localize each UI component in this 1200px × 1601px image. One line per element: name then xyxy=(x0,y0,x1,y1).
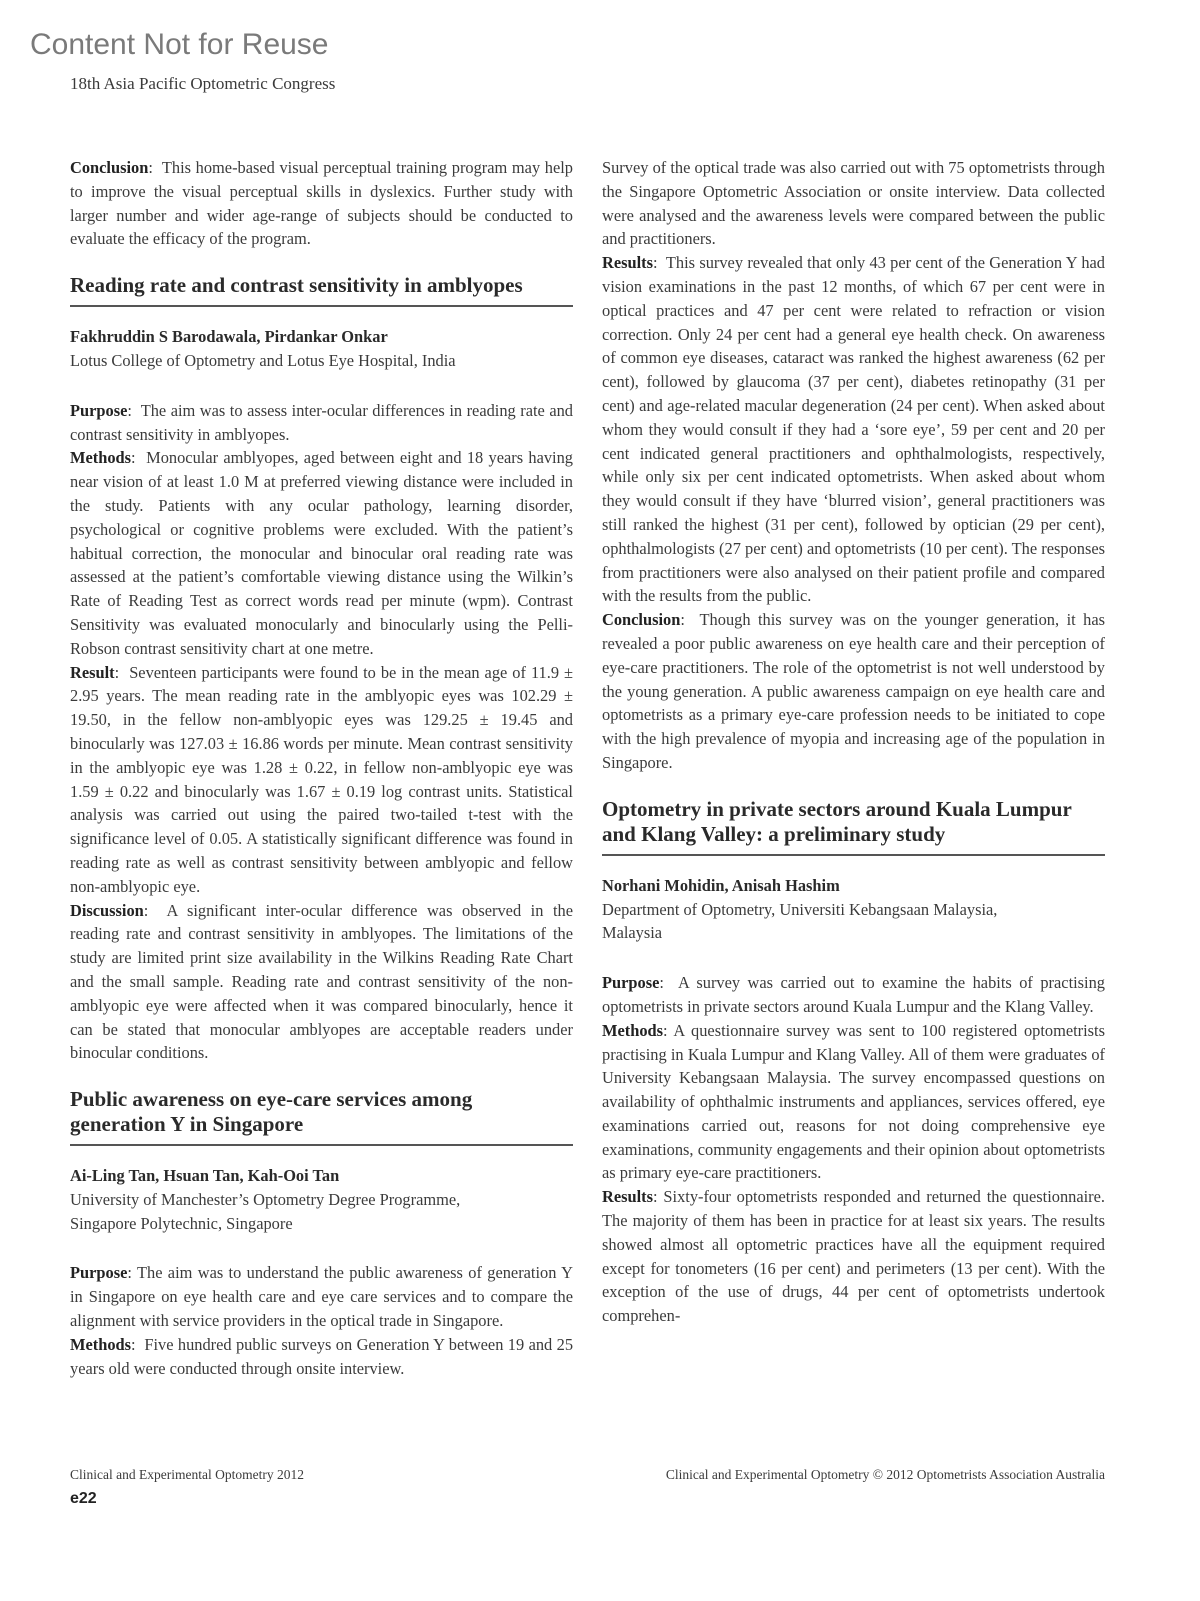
methods-continuation: Survey of the optical trade was also carried out with 75 optometrists through the Singapore Optometric Association or onsite interview. Data collected were analysed and the awareness levels were compared between the public and practitioners. xyxy=(602,158,1105,249)
purpose-paragraph: Purpose: A survey was carried out to examine the habits of practising optometrists in private sectors around Kuala Lumpur and the Klang Valley. xyxy=(602,973,1105,1016)
methods-paragraph: Methods: Monocular amblyopes, aged between eight and 18 years having near vision of at least 1.0 M at preferred viewing distance were included in the study. Patients with any ocular pathology, learning disorder, psychological or cognitive problems were excluded. With the patient’s habitual correction, the monocular and binocular oral reading rate was assessed at the patient’s comfortable viewing distance using the Wilkin’s Rate of Reading Test as correct words read per minute (wpm). Contrast Sensitivity was evaluated monocularly and binocularly using the Pelli-Robson contrast sensitivity chart at one metre. xyxy=(70,448,573,658)
article-authors: Ai-Ling Tan, Hsuan Tan, Kah-Ooi Tan xyxy=(70,1166,340,1186)
result-paragraph: Result: Seventeen participants were found to be in the mean age of 11.9 ± 2.95 years. The mean reading rate in the amblyopic eyes was 102.29 ± 19.50, in the fellow non-amblyopic eyes was 129.25 ± 19.45 and binocularly was 127.03 ± 16.86 words per minute. Mean contrast sensitivity in the amblyopic eye was 1.28 ± 0.22, in fellow non-amblyopic eye was 1.59 ± 0.22 and binocularly was 1.67 ± 0.19 log contrast units. Statistical analysis was carried out using the paired two-tailed t-test with the significance level of 0.05. A statistically significant difference was found in reading rate as well as contrast sensitivity between amblyopic and fellow non-amblyopic eye. xyxy=(70,662,574,896)
article-title: Public awareness on eye-care services among generation Y in Singapore xyxy=(70,1087,573,1146)
purpose-paragraph: Purpose: The aim was to understand the public awareness of generation Y in Singapore on eye health care and eye care services and to compare the alignment with service providers in the optical trade in Singapore. xyxy=(70,1263,574,1331)
left-column xyxy=(70,156,573,1380)
purpose-paragraph: Purpose: The aim was to assess inter-ocular differences in reading rate and contrast sensitivity in amblyopes. xyxy=(70,400,574,444)
results-paragraph: Results: This survey revealed that only 43 per cent of the Generation Y had vision examinations in the past 12 months, of which 67 per cent were in optical practices and 47 per cent were related to refraction or vision correction. Only 24 per cent had a general eye health check. On awareness of common eye diseases, cataract was ranked the highest awareness (62 per cent), followed by glaucoma (37 per cent), diabetes retinopathy (31 per cent) and age-related macular degeneration (24 per cent). When asked about whom they would consult if they had a ‘sore eye’, 59 per cent and 20 per cent indicated general practitioners and ophthalmologists, respectively, while only six per cent indicated optometrists. When asked about whom they would consult if they have ‘blurred vision’, general practitioners was still ranked the highest (31 per cent), followed by optician (29 per cent), ophthalmologists (27 per cent) and optometrists (10 per cent). The responses from practitioners were also analysed on their patient profile and compared with the results from the public. xyxy=(602,253,1106,606)
running-head: 18th Asia Pacific Optometric Congress xyxy=(70,74,336,93)
article-affiliation: Lotus College of Optometry and Lotus Eye Hospital, India xyxy=(70,350,456,370)
watermark: Content Not for Reuse xyxy=(30,28,329,61)
article-authors: Fakhruddin S Barodawala, Pirdankar Onkar xyxy=(70,327,388,347)
discussion-paragraph: Discussion: A significant inter-ocular difference was observed in the reading rate and contrast sensitivity in amblyopes. The limitations of the study are limited print size availability in the Wilkins Reading Rate Chart and the small sample. Reading rate and contrast sensitivity of the non-amblyopic eye were affected when it was compared binocularly, hence it can be stated that monocular amblyopes are acceptable readers under binocular conditions. xyxy=(70,900,573,1063)
results-paragraph: Results: Sixty-four optometrists responded and returned the questionnaire. The majority of them has been in practice for at least six years. The results showed almost all optometric practices have all the equipment required except for tonometers (16 per cent) and perimeters (13 per cent). With the exception of the use of drugs, 44 per cent of optometrists undertook comprehen- xyxy=(602,1187,1105,1326)
methods-paragraph: Methods: Five hundred public surveys on Generation Y between 19 and 25 years old were conducted through onsite interview. xyxy=(70,1334,574,1378)
right-column xyxy=(602,156,1105,1328)
article-affiliation: University of Manchester’s Optometry Degree Programme, Singapore Polytechnic, Singapore xyxy=(70,1189,461,1233)
article-authors: Norhani Mohidin, Anisah Hashim xyxy=(602,875,840,895)
footer-journal: Clinical and Experimental Optometry 2012 xyxy=(70,1467,304,1482)
article-title: Optometry in private sectors around Kuala Lumpur and Klang Valley: a preliminary study xyxy=(602,797,1105,856)
page-number: e22 xyxy=(70,1490,97,1507)
methods-paragraph: Methods: A questionnaire survey was sent to 100 registered optometrists practising in Kuala Lumpur and Klang Valley. All of them were graduates of University Kebangsaan Malaysia. The survey encompassed questions on availability of ophthalmic instruments and appliances, services offered, eye examinations carried out, reasons for not doing comprehensive eye examinations, community engagements and their opinion about optometrists as primary eye-care practitioners. xyxy=(602,1020,1105,1183)
carryover-conclusion: Conclusion: This home-based visual perceptual training program may help to improve the visual perceptual skills in dyslexics. Further study with larger number and wider age-range of subjects should be conducted to evaluate the efficacy of the program. xyxy=(70,158,573,249)
article-affiliation: Department of Optometry, Universiti Kebangsaan Malaysia, Malaysia xyxy=(602,899,998,943)
section-label: Conclusion xyxy=(70,158,149,177)
conclusion-paragraph: Conclusion: Though this survey was on the younger generation, it has revealed a poor public awareness on eye health care and their perception of eye-care practitioners. The role of the optometrist is not well understood by the young generation. A public awareness campaign on eye health care and optometrists as a primary eye-care profession needs to be initiated to cope with the high prevalence of myopia and increasing age of the population in Singapore. xyxy=(602,610,1105,772)
footer-copyright: Clinical and Experimental Optometry © 2012 Optometrists Association Australia xyxy=(665,1467,1105,1482)
article-title: Reading rate and contrast sensitivity in amblyopes xyxy=(70,273,573,307)
